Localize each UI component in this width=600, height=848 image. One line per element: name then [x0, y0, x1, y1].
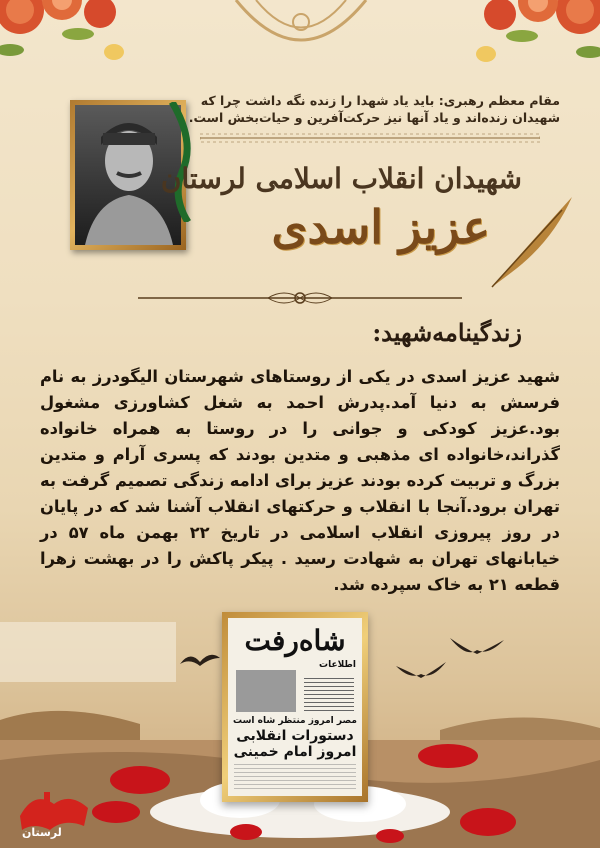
logo-caption: لرستان: [22, 826, 62, 839]
newspaper-frame: [222, 612, 368, 802]
title-divider: [138, 288, 462, 308]
flowers-top-left: [0, 0, 140, 80]
newspaper-photo: [236, 670, 296, 712]
biography-text: شهید عزیز اسدی در یکی از روستاهای شهرستان الیگودرز به نام فرسش به دنیا آمد.پدرش احمد به شغل کشاورزی مشغول بود.عزیز کودکی و جوانی را در روستا به همراه خانواده گذراند،خانواده ای مذهبی و متدین بودند که پسری آرام و متدین بزرگ و تربیت کرده بودند عزیز برای ادامه زندگی تصمیم گرفت به تهران برود.آنجا با انقلاب و حرکتهای انقلاب آشنا شد که در پایان در روز پیروزی انقلاب اسلامی در تاریخ ۲۲ بهمن ماه ۵۷ در خیابانهای تهران به شهادت رسید . پیکر پاکش را در بهشت زهرا قطعه ۲۱ به خاک سپرده شد.: [40, 367, 561, 594]
newspaper-body-lines: [234, 764, 356, 790]
quote-line-2: شهیدان زنده‌اند و یاد آنها نیز حرکت‌آفرین و حیات‌بخش است.: [188, 110, 560, 125]
top-ornament: [226, 0, 376, 60]
newspaper: [228, 618, 362, 796]
flying-bird-icon: [180, 650, 220, 670]
flying-bird-icon: [396, 660, 446, 684]
quote-line-1: مقام معظم رهبری: باید یاد شهدا را زنده نگه داشت چرا که: [200, 93, 560, 108]
newspaper-headline-small: مصر امروز منتظر شاه است: [233, 716, 357, 726]
quote-divider: [200, 130, 540, 146]
martyr-name: عزیز اسدی: [271, 200, 490, 254]
newspaper-name: اطلاعات: [319, 660, 356, 670]
leader-quote: [160, 92, 560, 126]
newspaper-headline: دستورات انقلابی امروز امام خمینی: [233, 728, 357, 760]
biography-heading: زندگینامه‌شهید:: [372, 318, 522, 347]
feather-quill-icon: [482, 192, 582, 292]
flying-bird-icon: [450, 634, 504, 660]
newspaper-column: [304, 678, 354, 712]
subtitle: شهیدان انقلاب اسلامی لرستان: [160, 162, 522, 195]
flowers-top-right: [460, 0, 600, 80]
faded-panel: [0, 622, 176, 682]
newspaper-masthead: شاه‌رفت: [244, 624, 346, 657]
